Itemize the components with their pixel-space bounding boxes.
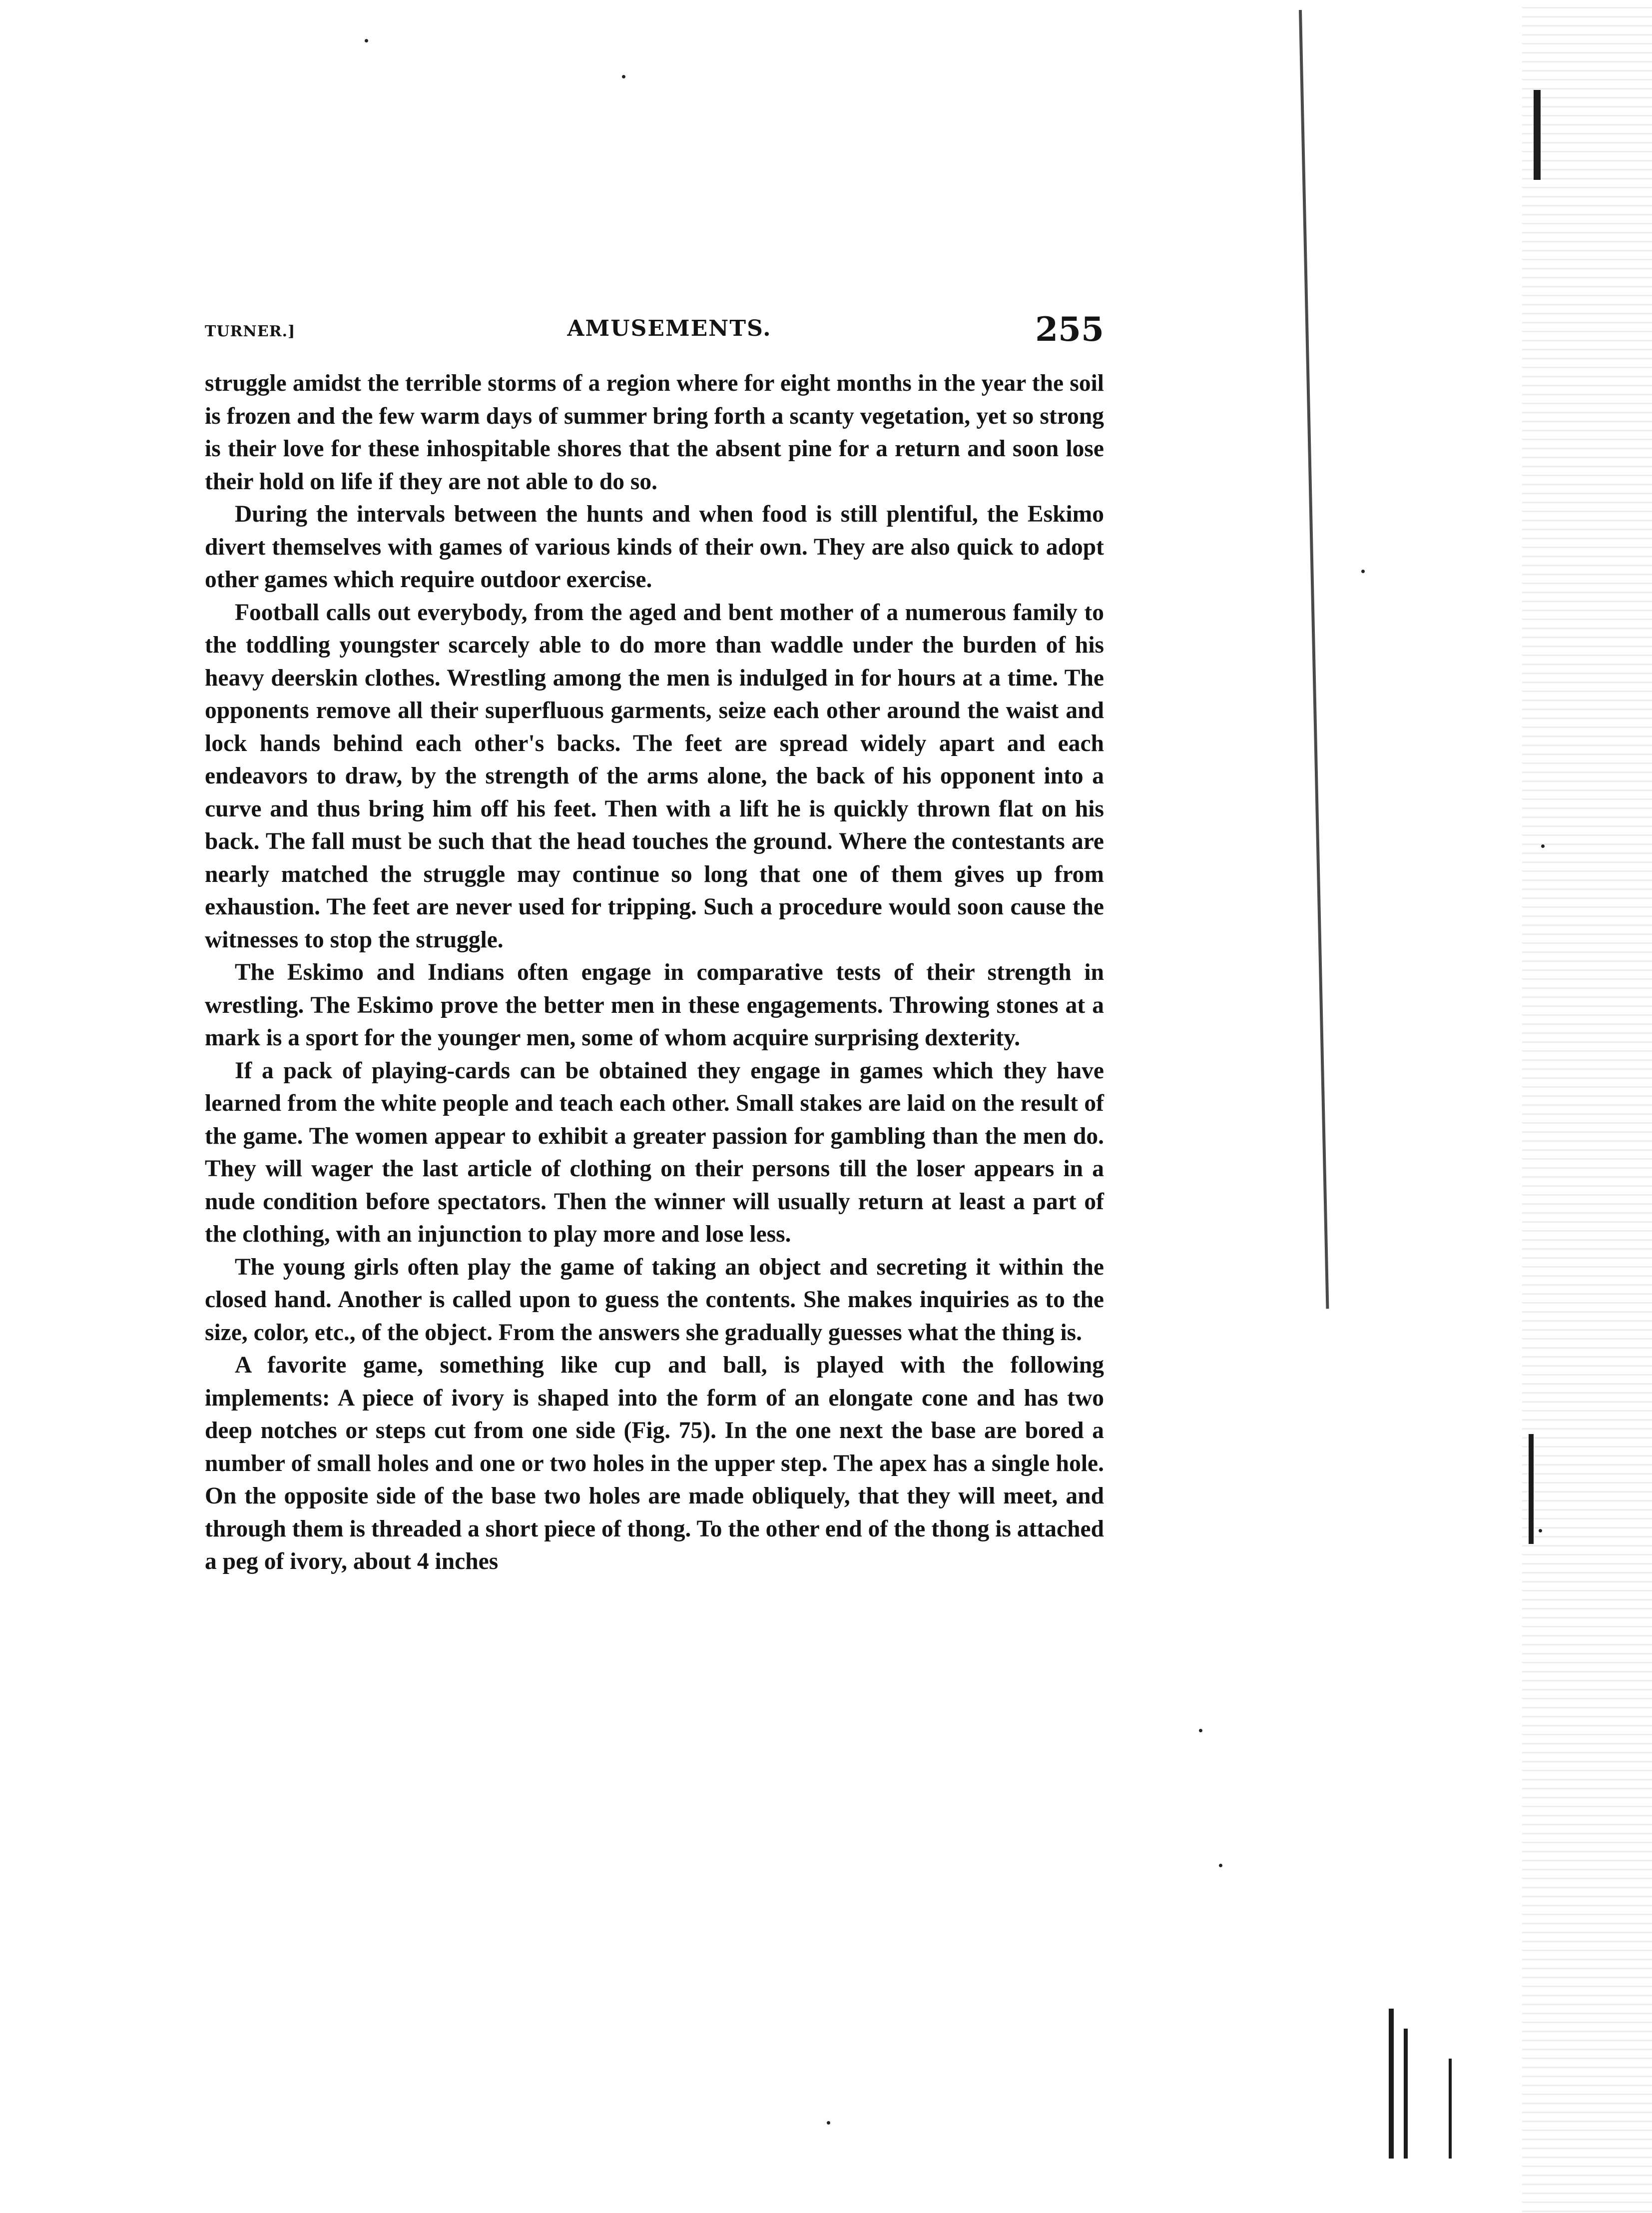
paragraph-guessing-game: The young girls often play the game of taking an object and secreting it within the closed hand. Another is called upon to guess the contents. She makes inquiries as to the size, color, etc., of the object. From the answers she gradually guesses what the thing is. — [205, 1254, 1104, 1346]
dust-speck — [1219, 1864, 1222, 1867]
dust-speck — [1199, 1729, 1202, 1732]
dust-speck — [1541, 844, 1545, 848]
dust-speck — [1539, 1529, 1542, 1532]
running-head-section-title: AMUSEMENTS. — [567, 316, 772, 341]
paragraph-playing-cards: If a pack of playing-cards can be obtained they engage in games which they have learned from the white people and teach each other. Small stakes are laid on the result of the game. The women appear to exhibit a greater passion for gambling than the men do. They will wager the last article of clothing on their persons till the loser appears in a nude condition before spectators. Then the winner will usually return at least a part of the clothing, with an injunction to play more and lose less. — [205, 1057, 1104, 1247]
edge-mark-middle — [1529, 1434, 1534, 1544]
dust-speck — [365, 39, 368, 42]
paragraph-eskimo-indians: The Eskimo and Indians often engage in comparative tests of their strength in wrestling. The Eskimo prove the better men in these engagements. Throwing stones at a mark is a sport for the younger men, some of whom acquire surprising dexterity. — [205, 959, 1104, 1051]
body-text — [205, 367, 1104, 1578]
paragraph-football-wrestling: Football calls out everybody, from the aged and bent mother of a numerous family to the toddling youngster scarcely able to do more than waddle under the burden of his heavy deerskin clothes. Wrestling among the men is indulged in for hours at a time. The opponents remove all their superfluous garments, seize each other around the waist and lock hands behind each other's backs. The feet are spread widely apart and each endeavors to draw, by the strength of the arms alone, the back of his opponent into a curve and thus bring him off his feet. Then with a lift he is quickly thrown flat on his back. The fall must be such that the head touches the ground. Where the contestants are nearly matched the struggle may continue so long that one of them gives up from exhaustion. The feet are never used for tripping. Such a procedure would soon cause the witnesses to stop the struggle. — [205, 599, 1104, 953]
dust-speck — [827, 2121, 830, 2125]
page-number: 255 — [1035, 310, 1104, 349]
running-head-author: TURNER.] — [205, 323, 296, 340]
edge-mark-bottom-3 — [1449, 2059, 1452, 2159]
running-head — [205, 310, 1104, 350]
dust-speck — [622, 75, 625, 78]
edge-mark-bottom — [1389, 2009, 1394, 2159]
paragraph-continued: struggle amidst the terrible storms of a region where for eight months in the year the soil is frozen and the few warm days of summer bring forth a scanty vegetation, yet so strong is their love for these inhospitable shores that the absent pine for a return and soon lose their hold on life if they are not able to do so. — [205, 370, 1104, 495]
edge-mark-bottom-2 — [1404, 2029, 1408, 2159]
dust-speck — [1361, 570, 1365, 573]
page-edge-shadow — [1522, 0, 1652, 2213]
book-gutter-line — [1299, 10, 1329, 1309]
paragraph-cup-and-ball: A favorite game, something like cup and ball, is played with the following implements: A piece of ivory is shaped into the form of an elongate cone and has two deep notches or steps cut from one side (Fig. 75). In the one next the base are bored a number of small holes and one or two holes in the upper step. The apex has a single hole. On the opposite side of the base two holes are made obliquely, that they will meet, and through them is threaded a short piece of thong. To the other end of the thong is attached a peg of ivory, about 4 inches — [205, 1352, 1104, 1574]
edge-mark-top — [1534, 90, 1541, 180]
paragraph-intervals: During the intervals between the hunts and when food is still plentiful, the Eskimo divert themselves with games of various kinds of their own. They are also quick to adopt other games which require outdoor exercise. — [205, 501, 1104, 593]
